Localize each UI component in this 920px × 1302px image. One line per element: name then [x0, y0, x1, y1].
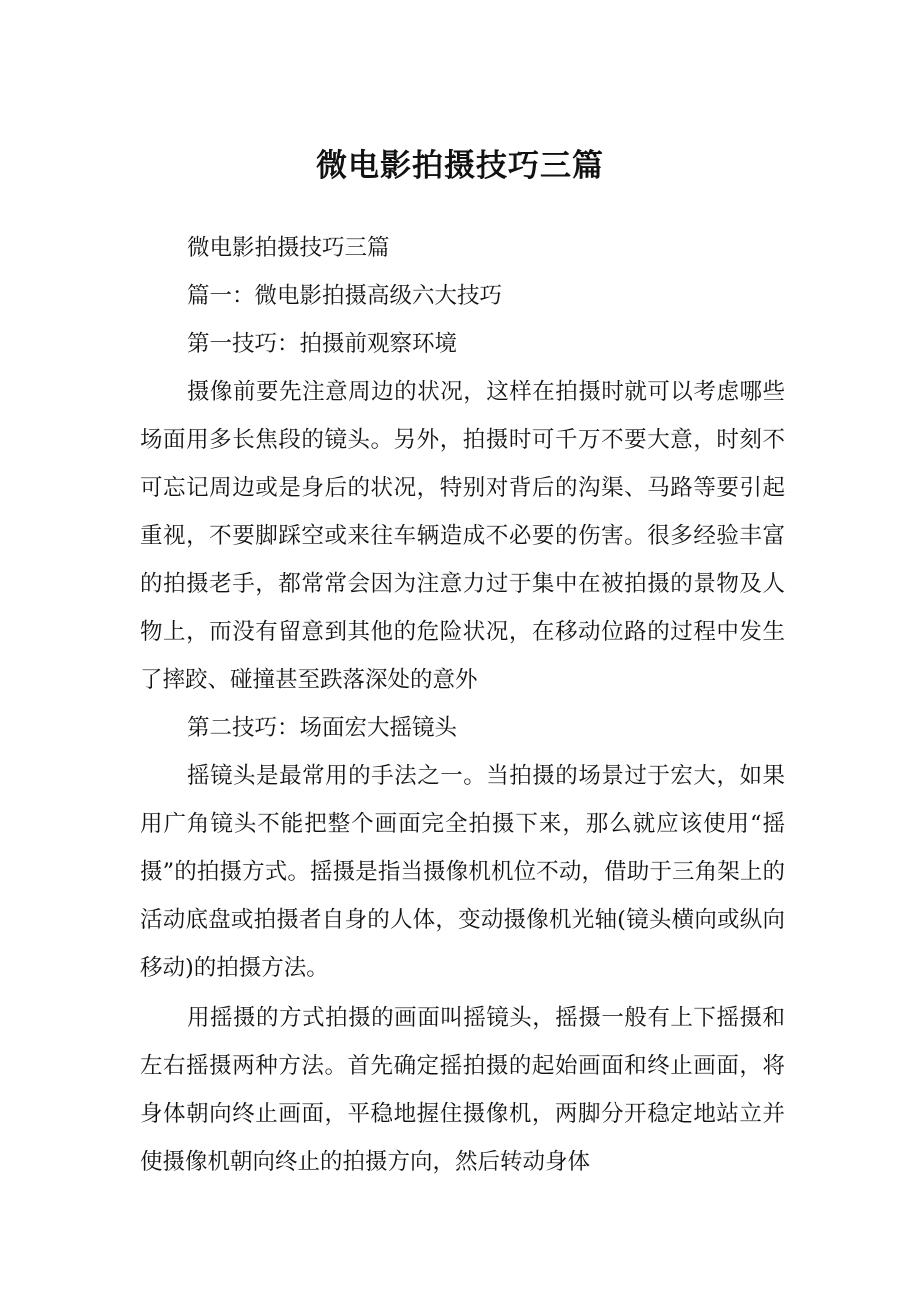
document-title: 微电影拍摄技巧三篇	[316, 148, 604, 184]
paragraph-tip-1-body: 摄像前要先注意周边的状况，这样在拍摄时就可以考虑哪些场面用多长焦段的镜头。另外，拍摄时可千万不要大意，时刻不可忘记周边或是身后的状况，特别对背后的沟渠、马路等要引起重视，不要脚踩空或来往车辆造成不必要的伤害。很多经验丰富的拍摄老手，都常常会因为注意力过于集中在被拍摄的景物及人物上，而没有留意到其他的危险状况，在移动位路的过程中发生了摔跤、碰撞甚至跌落深处的意外	[140, 379, 785, 693]
paragraph-tip-2-heading: 第二技巧：场面宏大摇镜头	[187, 715, 458, 741]
paragraph-subtitle: 微电影拍摄技巧三篇	[187, 235, 390, 261]
document-body	[140, 224, 785, 1186]
paragraph-section-heading: 篇一：微电影拍摄高级六大技巧	[187, 283, 503, 309]
paragraph-tip-1-heading: 第一技巧：拍摄前观察环境	[187, 331, 458, 357]
paragraph-tip-2-body: 摇镜头是最常用的手法之一。当拍摄的场景过于宏大，如果用广角镜头不能把整个画面完全拍摄下来，那么就应该使用“摇摄”的拍摄方式。摇摄是指当摄像机机位不动，借助于三角架上的活动底盘或拍摄者自身的人体，变动摄像机光轴(镜头横向或纵向移动)的拍摄方法。	[140, 763, 785, 981]
paragraph-pan-method: 用摇摄的方式拍摄的画面叫摇镜头，摇摄一般有上下摇摄和左右摇摄两种方法。首先确定摇拍摄的起始画面和终止画面，将身体朝向终止画面，平稳地握住摄像机，两脚分开稳定地站立并使摄像机朝向终止的拍摄方向，然后转动身体	[140, 1005, 785, 1175]
